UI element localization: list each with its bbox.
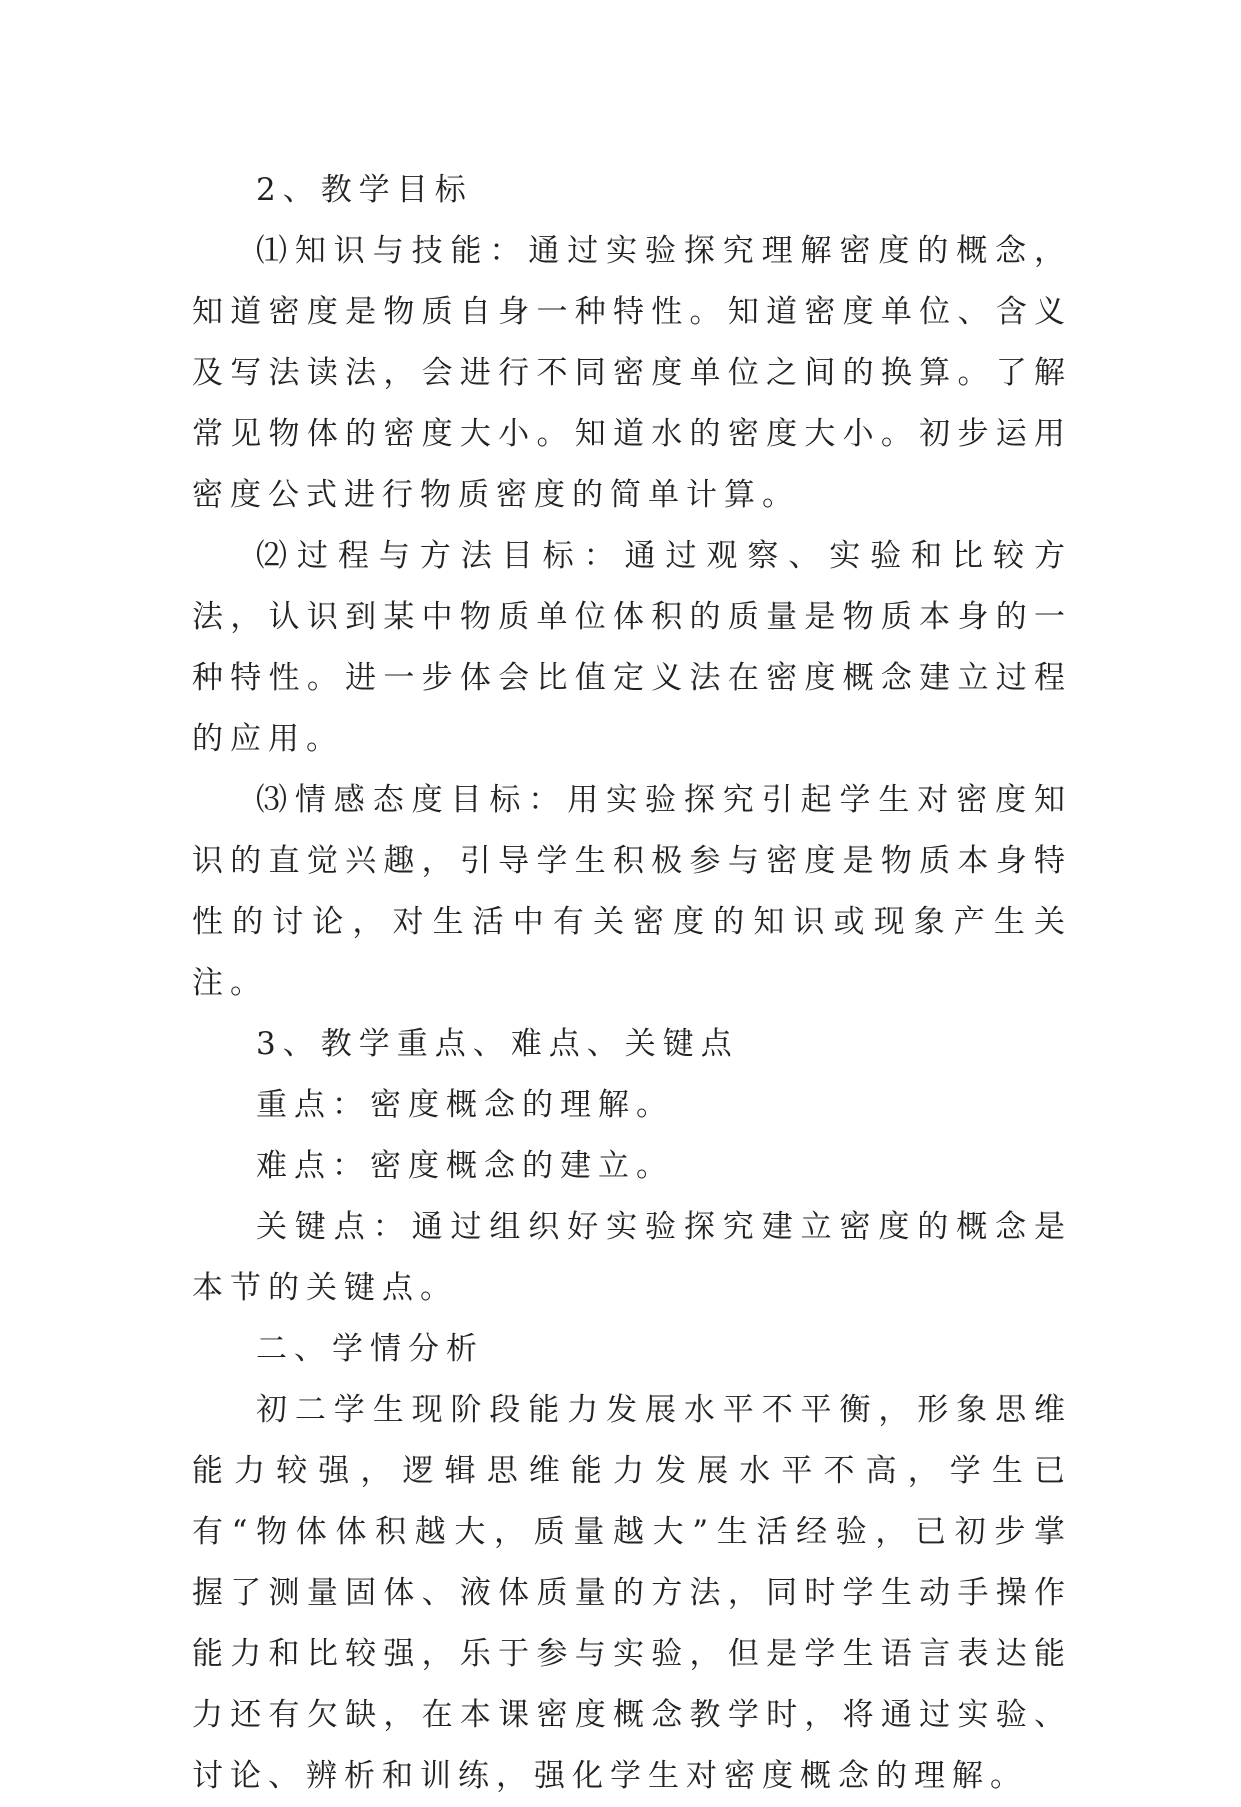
document-body (192, 160, 1072, 1807)
paragraph-focus: 重点：密度概念的理解。 (256, 1087, 674, 1123)
paragraph-difficulty: 难点：密度概念的建立。 (256, 1148, 674, 1184)
paragraph-key-point: 关键点：通过组织好实验探究建立密度的概念是本节的关键点。 (192, 1209, 1072, 1306)
paragraph-process-methods: ⑵过程与方法目标：通过观察、实验和比较方法，认识到某中物质单位体积的质量是物质本身的一种特性。进一步体会比值定义法在密度概念建立过程的应用。 (192, 538, 1072, 757)
heading-student-analysis: 二、学情分析 (256, 1331, 484, 1367)
heading-key-points: 3、教学重点、难点、关键点 (256, 1026, 739, 1062)
heading-teaching-objectives: 2、教学目标 (256, 172, 473, 208)
paragraph-student-analysis: 初二学生现阶段能力发展水平不平衡，形象思维能力较强，逻辑思维能力发展水平不高，学生已有“物体体积越大，质量越大”生活经验，已初步掌握了测量固体、液体质量的方法，同时学生动手操作能力和比较强，乐于参与实验，但是学生语言表达能力还有欠缺，在本课密度概念教学时，将通过实验、讨论、辨析和训练，强化学生对密度概念的理解。 (192, 1392, 1072, 1794)
paragraph-emotional-attitude: ⑶情感态度目标：用实验探究引起学生对密度知识的直觉兴趣，引导学生积极参与密度是物质本身特性的讨论，对生活中有关密度的知识或现象产生关注。 (192, 782, 1072, 1001)
paragraph-knowledge-skills: ⑴知识与技能：通过实验探究理解密度的概念，知道密度是物质自身一种特性。知道密度单位、含义及写法读法，会进行不同密度单位之间的换算。了解常见物体的密度大小。知道水的密度大小。初步运用密度公式进行物质密度的简单计算。 (192, 233, 1072, 513)
